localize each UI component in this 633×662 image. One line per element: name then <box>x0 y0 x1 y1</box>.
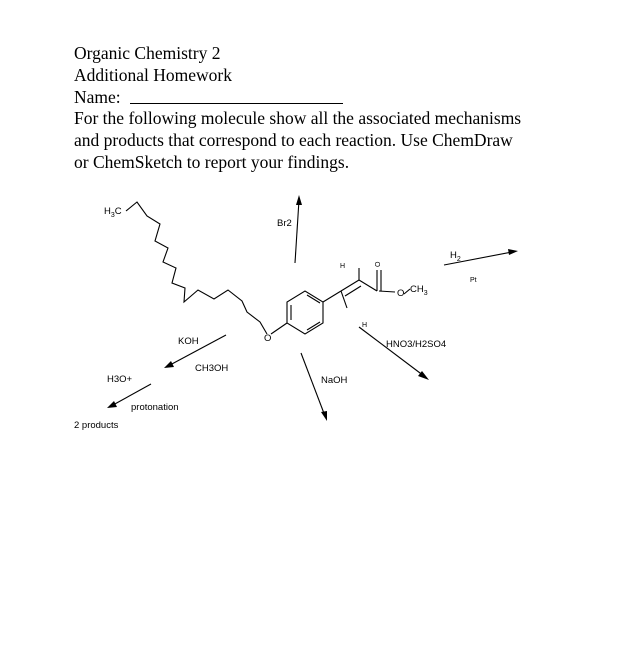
reagent-naoh: NaOH <box>321 375 348 386</box>
alkyl-chain <box>126 202 267 334</box>
o-aryl-bond <box>271 323 287 334</box>
reagent-h3o: H3O+ <box>107 374 133 385</box>
instruction-line-3: or ChemSketch to report your findings. <box>74 152 350 172</box>
page-title: Organic Chemistry 2 <box>74 43 221 63</box>
benzene-ring <box>287 291 323 334</box>
arrow-koh-head <box>164 361 174 368</box>
page-subtitle: Additional Homework <box>74 65 232 85</box>
reagent-h2: $H_2$ <box>450 250 461 263</box>
ester-co-bond <box>379 291 395 292</box>
products-note: 2 products <box>74 420 119 431</box>
carbonyl-oxygen: O <box>375 261 382 267</box>
ester-oxygen: O <box>397 288 405 299</box>
vinyl-h-bottom: H <box>362 322 368 329</box>
arrow-br2-head <box>296 195 302 205</box>
methyl-label: $CH_3$ <box>410 284 428 297</box>
vinyl-h-top: H <box>340 263 346 270</box>
arrow-h3o-head <box>107 401 117 408</box>
arrow-br2 <box>295 200 299 263</box>
reagent-koh: KOH <box>178 336 199 347</box>
instruction-line-1: For the following molecule show all the associated mechanisms <box>74 108 522 128</box>
h3c-label: $H_3C$ <box>104 206 122 219</box>
reagent-br2: Br2 <box>277 218 292 229</box>
reagent-protonation: protonation <box>131 402 179 413</box>
arrow-hno3 <box>359 327 424 376</box>
arrow-h2-head <box>508 249 518 255</box>
reagent-pt: Pt <box>470 277 477 284</box>
instruction-line-2: and products that correspond to each reaction. Use ChemDraw <box>74 130 513 150</box>
aryl-vinyl-bond <box>323 291 341 302</box>
name-label: Name: <box>74 87 121 107</box>
arrow-naoh-head <box>321 411 327 421</box>
vinyl-carbonyl-bond <box>359 280 377 291</box>
vinyl-ch-bottom <box>341 291 347 308</box>
reagent-ch3oh: CH3OH <box>195 363 229 374</box>
ether-oxygen: O <box>264 333 272 344</box>
reagent-hno3: HNO3/H2SO4 <box>386 339 447 350</box>
